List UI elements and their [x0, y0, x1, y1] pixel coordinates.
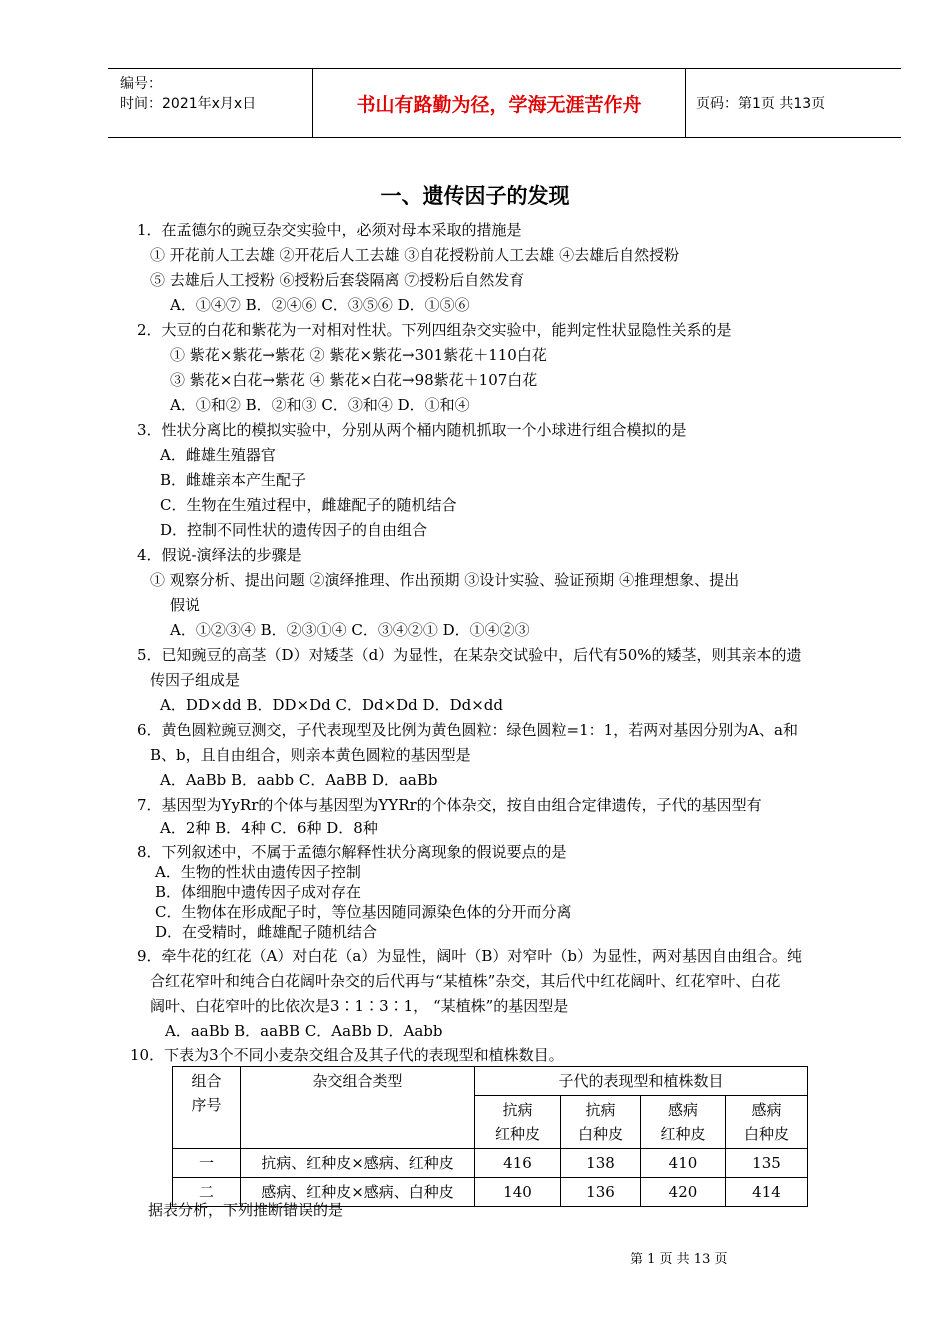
text-line: 9．牵牛花的红花（A）对白花（a）为显性，阔叶（B）对窄叶（b）为显性，两对基因自由组合。纯 [137, 947, 802, 965]
th-type: 杂交组合类型 [241, 1067, 475, 1149]
page-header [108, 68, 901, 138]
text-line: 5．已知豌豆的高茎（D）对矮茎（d）为显性，在某杂交试验中，后代有50%的矮茎，则其亲本的遗 [137, 646, 802, 664]
text-line: C．生物体在形成配子时，等位基因随同源染色体的分开而分离 [155, 903, 572, 921]
text-line: A．①④⑦ B．②④⑥ C．③⑤⑥ D．①⑤⑥ [170, 296, 470, 314]
text-line: D．在受精时，雌雄配子随机结合 [155, 923, 378, 941]
text-line: B．雌雄亲本产生配子 [160, 471, 307, 489]
th-col: 感病 白种皮 [726, 1096, 808, 1149]
time-label: 时间：2021年x月x日 [120, 96, 257, 112]
row-value: 135 [726, 1149, 808, 1178]
text-line: ⑤ 去雄后人工授粉 ⑥授粉后套袋隔离 ⑦授粉后自然发育 [150, 271, 525, 289]
text-line: ③ 紫花×白花→紫花 ④ 紫花×白花→98紫花＋107白花 [170, 371, 538, 389]
text-line: 3．性状分离比的模拟实验中，分别从两个桶内随机抓取一个小球进行组合模拟的是 [137, 421, 687, 439]
text-line: A．aaBb B．aaBB C．AaBb D．Aabb [165, 1022, 443, 1040]
row-value: 136 [561, 1178, 641, 1207]
text-line: B．体细胞中遗传因子成对存在 [155, 883, 362, 901]
text-line: B、b，且自由组合，则亲本黄色圆粒的基因型是 [150, 746, 471, 764]
row-type: 感病、红种皮×感病、白种皮 [241, 1178, 475, 1207]
text-line: A．DD×dd B．DD×Dd C．Dd×Dd D．Dd×dd [160, 696, 503, 714]
row-value: 410 [641, 1149, 726, 1178]
row-id: 二 [173, 1178, 241, 1207]
table-row [173, 1149, 808, 1178]
cross-results-table [172, 1066, 808, 1207]
text-line: A．生物的性状由遗传因子控制 [155, 863, 361, 881]
text-line: A．2种 B．4种 C．6种 D．8种 [160, 819, 378, 837]
th-group: 组合 序号 [173, 1067, 241, 1149]
page-footer: 第 1 页 共 13 页 [630, 1252, 728, 1267]
row-value: 414 [726, 1178, 808, 1207]
text-line: 2．大豆的白花和紫花为一对相对性状。下列四组杂交实验中，能判定性状显隐性关系的是 [137, 321, 732, 339]
text-line: 7．基因型为YyRr的个体与基因型为YYRr的个体杂交，按自由组合定律遗传，子代的基因型有 [137, 796, 762, 814]
text-line: 传因子组成是 [150, 671, 241, 689]
row-value: 420 [641, 1178, 726, 1207]
text-line: 6．黄色圆粒豌豆测交，子代表现型及比例为黄色圆粒：绿色圆粒=1：1，若两对基因分别为A、a和 [137, 721, 798, 739]
row-value: 140 [475, 1178, 561, 1207]
number-label: 编号： [120, 76, 162, 92]
text-line: A．①②③④ B．②③①④ C．③④②① D．①④②③ [170, 621, 530, 639]
text-line: 假说 [170, 596, 201, 614]
row-value: 138 [561, 1149, 641, 1178]
table-row [173, 1178, 808, 1207]
text-line: ① 开花前人工去雄 ②开花后人工去雄 ③自花授粉前人工去雄 ④去雄后自然授粉 [150, 246, 680, 264]
text-line: 据表分析，下列推断错误的是 [148, 1201, 344, 1219]
row-id: 一 [173, 1149, 241, 1178]
text-line: 10．下表为3个不同小麦杂交组合及其子代的表现型和植株数目。 [130, 1046, 564, 1064]
th-col: 抗病 白种皮 [561, 1096, 641, 1149]
text-line: 阔叶、白花窄叶的比依次是3∶1∶3∶1， “某植株”的基因型是 [150, 997, 569, 1015]
text-line: 合红花窄叶和纯合白花阔叶杂交的后代再与“某植株”杂交，其后代中红花阔叶、红花窄叶、白花 [150, 972, 781, 990]
header-motto: 书山有路勤为径，学海无涯苦作舟 [313, 69, 686, 137]
th-col: 抗病 红种皮 [475, 1096, 561, 1149]
th-col: 感病 红种皮 [641, 1096, 726, 1149]
text-line: A．AaBb B．aabb C．AaBB D．aaBb [160, 771, 438, 789]
row-type: 抗病、红种皮×感病、红种皮 [241, 1149, 475, 1178]
header-meta [108, 69, 313, 137]
text-line: D．控制不同性状的遗传因子的自由组合 [160, 521, 428, 539]
text-line: ① 观察分析、提出问题 ②演绎推理、作出预期 ③设计实验、验证预期 ④推理想象、提出 [150, 571, 740, 589]
row-value: 416 [475, 1149, 561, 1178]
text-line: C．生物在生殖过程中，雌雄配子的随机结合 [160, 496, 457, 514]
text-line: A．①和② B．②和③ C．③和④ D．①和④ [170, 396, 470, 414]
header-page-info: 页码：第1页 共13页 [696, 96, 826, 112]
text-line: 4．假说-演绎法的步骤是 [137, 546, 302, 564]
text-line: 8．下列叙述中，不属于孟德尔解释性状分离现象的假说要点的是 [137, 843, 567, 861]
section-title: 一、遗传因子的发现 [380, 184, 570, 208]
th-offspring: 子代的表现型和植株数目 [475, 1067, 808, 1096]
text-line: A．雌雄生殖器官 [160, 446, 276, 464]
text-line: 1．在孟德尔的豌豆杂交实验中，必须对母本采取的措施是 [137, 221, 522, 239]
text-line: ① 紫花×紫花→紫花 ② 紫花×紫花→301紫花＋110白花 [170, 346, 547, 364]
